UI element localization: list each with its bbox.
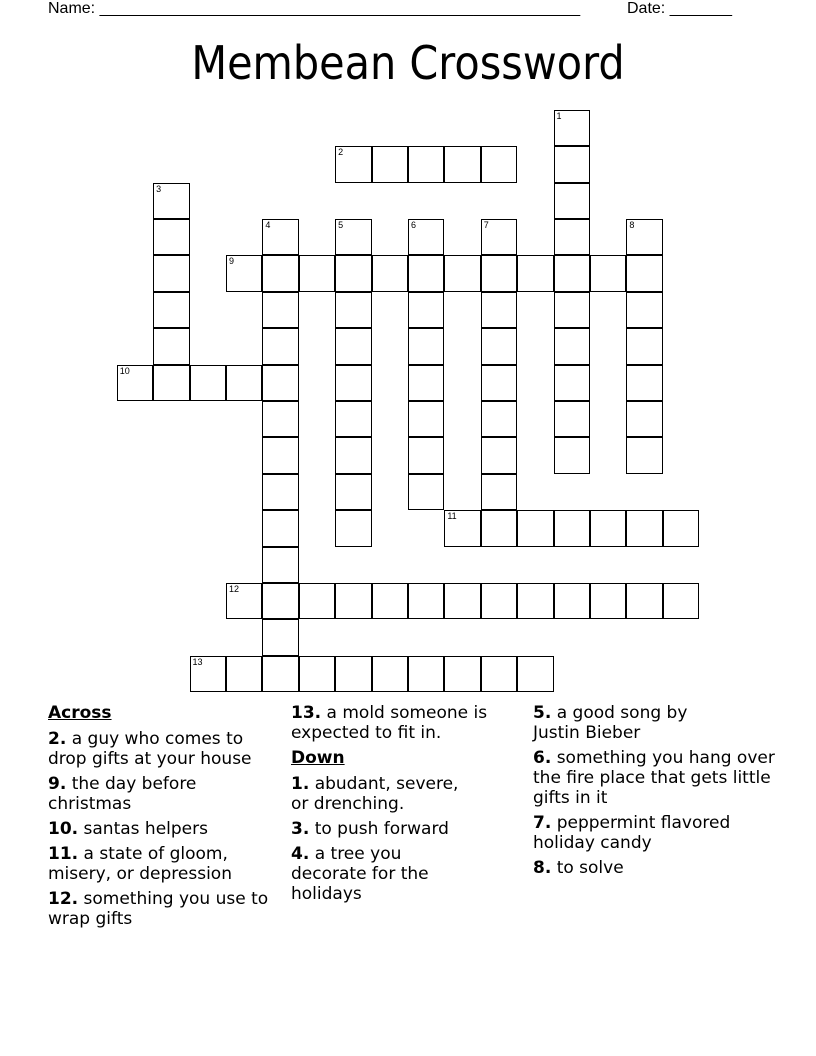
grid-cell[interactable] bbox=[262, 510, 298, 546]
clue-across-2: 2. a guy who comes to drop gifts at your house bbox=[48, 729, 252, 769]
grid-cell[interactable] bbox=[226, 656, 262, 692]
grid-cell[interactable] bbox=[481, 292, 517, 328]
grid-cell[interactable] bbox=[262, 583, 298, 619]
grid-cell[interactable] bbox=[153, 328, 189, 364]
clue-down-3: 3. to push forward bbox=[291, 819, 449, 839]
name-label: Name: bbox=[48, 0, 96, 17]
grid-cell[interactable] bbox=[408, 292, 444, 328]
grid-cell[interactable] bbox=[372, 255, 408, 291]
clue-down-1: 1. abudant, severe, or drenching. bbox=[291, 774, 459, 814]
clue-down-4: 4. a tree you decorate for the holidays bbox=[291, 844, 429, 904]
clues-column-3 bbox=[533, 703, 783, 883]
grid-cell[interactable] bbox=[153, 255, 189, 291]
clue-number: 2 bbox=[338, 147, 344, 158]
grid-cell[interactable] bbox=[554, 437, 590, 473]
grid-cell[interactable] bbox=[153, 183, 189, 219]
grid-cell[interactable] bbox=[335, 474, 371, 510]
clue-across-11: 11. a state of gloom, misery, or depression bbox=[48, 844, 232, 884]
clue-number: 11 bbox=[447, 511, 457, 522]
grid-cell[interactable] bbox=[262, 656, 298, 692]
clue-number: 12 bbox=[228, 583, 239, 594]
clue-number: 7 bbox=[483, 219, 489, 230]
across-heading: Across bbox=[48, 703, 112, 723]
grid-cell[interactable] bbox=[517, 656, 553, 692]
clues-column-1 bbox=[48, 703, 273, 934]
grid-cell[interactable] bbox=[481, 219, 517, 255]
date-label: Date: bbox=[627, 0, 666, 17]
grid-cell[interactable] bbox=[335, 255, 371, 291]
grid-cell[interactable] bbox=[517, 255, 553, 291]
grid-cell[interactable] bbox=[262, 255, 298, 291]
grid-cell[interactable] bbox=[444, 146, 480, 182]
grid-cell[interactable] bbox=[481, 401, 517, 437]
clue-across-10: 10. santas helpers bbox=[48, 819, 208, 839]
grid-cell[interactable] bbox=[335, 328, 371, 364]
grid-cell[interactable] bbox=[554, 365, 590, 401]
grid-cell[interactable] bbox=[408, 365, 444, 401]
grid-cell[interactable] bbox=[299, 255, 335, 291]
name-line: ______________________________________________________ bbox=[99, 0, 581, 17]
grid-cell[interactable] bbox=[190, 656, 226, 692]
grid-cell[interactable] bbox=[554, 401, 590, 437]
grid-cell[interactable] bbox=[626, 255, 662, 291]
grid-cell[interactable] bbox=[372, 656, 408, 692]
grid-cell[interactable] bbox=[226, 365, 262, 401]
grid-cell[interactable] bbox=[335, 219, 371, 255]
clue-down-8: 8. to solve bbox=[533, 858, 624, 878]
clue-number: 5 bbox=[338, 219, 344, 230]
page-title: Membean Crossword bbox=[191, 36, 625, 90]
clue-number: 4 bbox=[265, 219, 271, 230]
grid-cell[interactable] bbox=[481, 583, 517, 619]
grid-cell[interactable] bbox=[335, 437, 371, 473]
grid-cell[interactable] bbox=[299, 656, 335, 692]
date-field bbox=[627, 0, 732, 18]
grid-cell[interactable] bbox=[408, 255, 444, 291]
grid-cell[interactable] bbox=[481, 255, 517, 291]
grid-cell[interactable] bbox=[408, 437, 444, 473]
grid-cell[interactable] bbox=[554, 110, 590, 146]
grid-cell[interactable] bbox=[335, 146, 371, 182]
grid-cell[interactable] bbox=[554, 510, 590, 546]
grid-cell[interactable] bbox=[408, 656, 444, 692]
grid-cell[interactable] bbox=[481, 365, 517, 401]
grid-cell[interactable] bbox=[517, 510, 553, 546]
grid-cell[interactable] bbox=[590, 255, 626, 291]
grid-cell[interactable] bbox=[262, 547, 298, 583]
grid-cell[interactable] bbox=[626, 328, 662, 364]
grid-cell[interactable] bbox=[262, 365, 298, 401]
clue-number: 1 bbox=[556, 110, 562, 121]
grid-cell[interactable] bbox=[481, 510, 517, 546]
clues-column-2 bbox=[291, 703, 516, 909]
grid-cell[interactable] bbox=[626, 365, 662, 401]
grid-cell[interactable] bbox=[408, 219, 444, 255]
grid-cell[interactable] bbox=[408, 401, 444, 437]
grid-cell[interactable] bbox=[408, 583, 444, 619]
clue-number: 8 bbox=[629, 219, 635, 230]
grid-cell[interactable] bbox=[299, 583, 335, 619]
grid-cell[interactable] bbox=[262, 474, 298, 510]
grid-cell[interactable] bbox=[262, 401, 298, 437]
grid-cell[interactable] bbox=[590, 583, 626, 619]
clue-number: 13 bbox=[192, 656, 203, 667]
grid-cell[interactable] bbox=[372, 146, 408, 182]
clue-number: 9 bbox=[228, 256, 234, 267]
clue-across-13: 13. a mold someone is expected to fit in. bbox=[291, 703, 488, 743]
grid-cell[interactable] bbox=[153, 219, 189, 255]
grid-cell[interactable] bbox=[335, 656, 371, 692]
grid-cell[interactable] bbox=[626, 583, 662, 619]
grid-cell[interactable] bbox=[262, 219, 298, 255]
grid-cell[interactable] bbox=[444, 510, 480, 546]
grid-cell[interactable] bbox=[444, 255, 480, 291]
grid-cell[interactable] bbox=[554, 328, 590, 364]
grid-cell[interactable] bbox=[190, 365, 226, 401]
grid-cell[interactable] bbox=[335, 401, 371, 437]
grid-cell[interactable] bbox=[408, 146, 444, 182]
grid-cell[interactable] bbox=[554, 183, 590, 219]
grid-cell[interactable] bbox=[444, 583, 480, 619]
date-line: _______ bbox=[669, 0, 732, 17]
grid-cell[interactable] bbox=[335, 510, 371, 546]
down-heading: Down bbox=[291, 748, 345, 768]
grid-cell[interactable] bbox=[153, 365, 189, 401]
grid-cell[interactable] bbox=[481, 437, 517, 473]
grid-cell[interactable] bbox=[335, 365, 371, 401]
grid-cell[interactable] bbox=[372, 583, 408, 619]
clue-number: 10 bbox=[119, 365, 130, 376]
grid-cell[interactable] bbox=[626, 401, 662, 437]
clue-down-7: 7. peppermint flavored holiday candy bbox=[533, 813, 731, 853]
name-field bbox=[48, 0, 580, 18]
grid-cell[interactable] bbox=[663, 583, 699, 619]
grid-cell[interactable] bbox=[153, 292, 189, 328]
grid-cell[interactable] bbox=[554, 255, 590, 291]
grid-cell[interactable] bbox=[408, 328, 444, 364]
grid-cell[interactable] bbox=[408, 474, 444, 510]
grid-cell[interactable] bbox=[626, 219, 662, 255]
grid-cell[interactable] bbox=[481, 328, 517, 364]
grid-cell[interactable] bbox=[554, 583, 590, 619]
grid-cell[interactable] bbox=[663, 510, 699, 546]
grid-cell[interactable] bbox=[335, 292, 371, 328]
grid-cell[interactable] bbox=[444, 656, 480, 692]
grid-cell[interactable] bbox=[554, 219, 590, 255]
grid-cell[interactable] bbox=[481, 656, 517, 692]
grid-cell[interactable] bbox=[335, 583, 371, 619]
clue-down-5: 5. a good song by Justin Bieber bbox=[533, 703, 688, 743]
grid-cell[interactable] bbox=[626, 292, 662, 328]
grid-cell[interactable] bbox=[626, 510, 662, 546]
grid-cell[interactable] bbox=[481, 474, 517, 510]
grid-cell[interactable] bbox=[226, 255, 262, 291]
clue-across-12: 12. something you use to wrap gifts bbox=[48, 889, 269, 929]
clue-down-6: 6. something you hang over the fire place that gets little gifts in it bbox=[533, 748, 775, 808]
grid-cell[interactable] bbox=[262, 292, 298, 328]
clue-number: 3 bbox=[156, 183, 162, 194]
grid-cell[interactable] bbox=[226, 583, 262, 619]
grid-cell[interactable] bbox=[117, 365, 153, 401]
grid-cell[interactable] bbox=[262, 619, 298, 655]
grid-cell[interactable] bbox=[626, 437, 662, 473]
grid-cell[interactable] bbox=[590, 510, 626, 546]
grid-cell[interactable] bbox=[517, 583, 553, 619]
grid-cell[interactable] bbox=[262, 437, 298, 473]
clue-number: 6 bbox=[410, 219, 416, 230]
grid-cell[interactable] bbox=[262, 328, 298, 364]
clue-across-9: 9. the day before christmas bbox=[48, 774, 197, 814]
grid-cell[interactable] bbox=[554, 292, 590, 328]
grid-cell[interactable] bbox=[481, 146, 517, 182]
grid-cell[interactable] bbox=[554, 146, 590, 182]
